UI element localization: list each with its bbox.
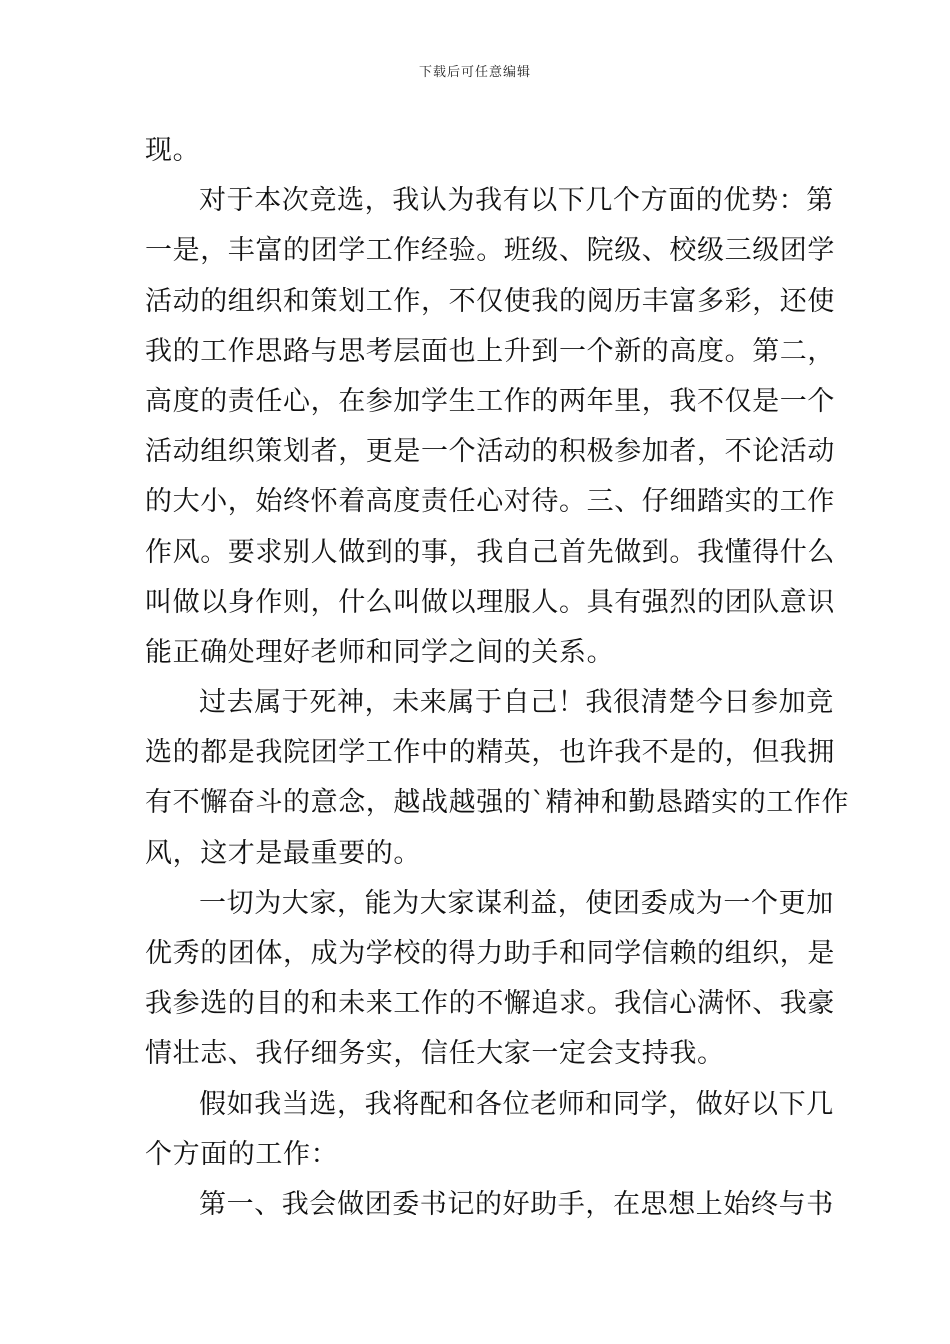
text-line: 能正确处理好老师和同学之间的关系。 bbox=[145, 636, 615, 668]
text-line: 我的工作思路与思考层面也上升到一个新的高度。第二， bbox=[145, 335, 835, 367]
text-line: 一是，丰富的团学工作经验。班级、院级、校级三级团学 bbox=[145, 235, 835, 267]
text-line: 个方面的工作： bbox=[145, 1138, 339, 1170]
text-line: 选的都是我院团学工作中的精英，也许我不是的，但我拥 bbox=[145, 737, 835, 769]
paragraph-start-line: 过去属于死神，未来属于自己！我很清楚今日参加竞 bbox=[199, 687, 834, 719]
text-line: 情壮志、我仔细务实，信任大家一定会支持我。 bbox=[145, 1038, 725, 1070]
document-body bbox=[145, 126, 850, 1230]
text-line: 的大小，始终怀着高度责任心对待。三、仔细踏实的工作 bbox=[145, 486, 835, 518]
text-line: 有不懈奋斗的意念，越战越强的`精神和勤恳踏实的工作作 bbox=[145, 787, 850, 819]
text-line: 现。 bbox=[145, 135, 201, 166]
paragraph-start-line: 第一、我会做团委书记的好助手，在思想上始终与书 bbox=[199, 1188, 834, 1220]
text-line: 活动组织策划者，更是一个活动的积极参加者，不论活动 bbox=[145, 436, 835, 468]
text-line: 优秀的团体，成为学校的得力助手和同学信赖的组织，是 bbox=[145, 938, 835, 969]
paragraph-start-line: 假如我当选，我将配和各位老师和同学，做好以下几 bbox=[199, 1088, 834, 1120]
text-line: 风，这才是最重要的。 bbox=[145, 837, 421, 869]
text-line: 活动的组织和策划工作，不仅使我的阅历丰富多彩，还使 bbox=[145, 285, 835, 317]
text-line: 我参选的目的和未来工作的不懈追求。我信心满怀、我豪 bbox=[145, 988, 835, 1020]
page-header: 下载后可任意编辑 bbox=[418, 65, 531, 80]
text-line: 高度的责任心，在参加学生工作的两年里，我不仅是一个 bbox=[145, 385, 835, 417]
text-line: 叫做以身作则，什么叫做以理服人。具有强烈的团队意识 bbox=[145, 586, 835, 618]
paragraph-start-line: 对于本次竞选，我认为我有以下几个方面的优势：第 bbox=[199, 185, 834, 217]
text-line: 作风。要求别人做到的事，我自己首先做到。我懂得什么 bbox=[145, 536, 835, 568]
paragraph-start-line: 一切为大家，能为大家谋利益，使团委成为一个更加 bbox=[199, 887, 834, 919]
